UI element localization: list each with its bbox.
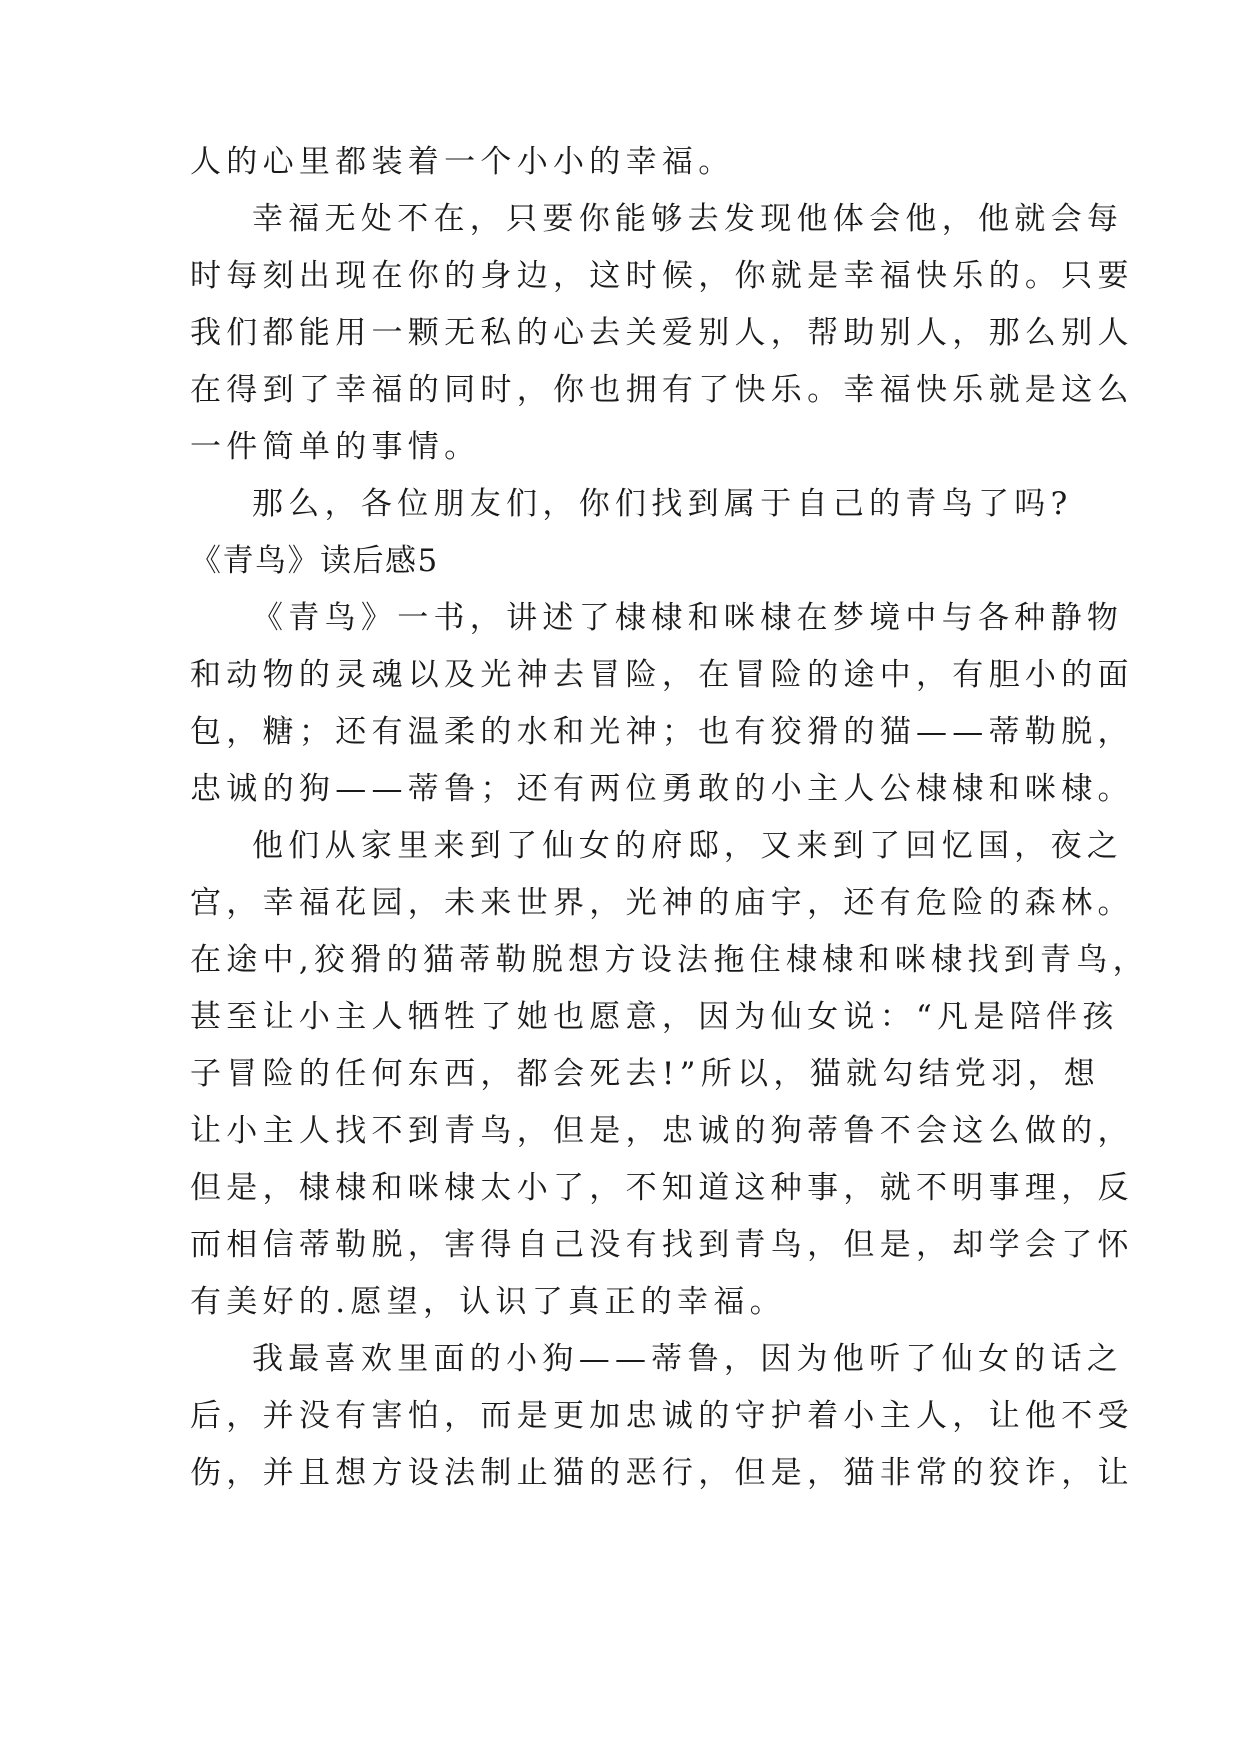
text-line: 有美好的.愿望，认识了真正的幸福。 xyxy=(190,1284,786,1320)
text-line: 我最喜欢里面的小狗——蒂鲁，因为他听了仙女的话之 xyxy=(252,1341,1124,1377)
text-line: 但是，棣棣和咪棣太小了，不知道这种事，就不明事理，反 xyxy=(190,1170,1134,1206)
text-line: 《青鸟》一书，讲述了棣棣和咪棣在梦境中与各种静物 xyxy=(252,600,1124,636)
text-line: 在途中,狡猾的猫蒂勒脱想方设法拖住棣棣和咪棣找到青鸟， xyxy=(190,942,1149,978)
text-line: 而相信蒂勒脱，害得自己没有找到青鸟，但是，却学会了怀 xyxy=(190,1227,1134,1263)
text-line: 宫，幸福花园，未来世界，光神的庙宇，还有危险的森林。 xyxy=(190,885,1134,921)
text-line: 包，糖；还有温柔的水和光神；也有狡猾的猫——蒂勒脱， xyxy=(190,714,1134,750)
text-line: 在得到了幸福的同时，你也拥有了快乐。幸福快乐就是这么 xyxy=(190,372,1134,408)
text-line: 伤，并且想方设法制止猫的恶行，但是，猫非常的狡诈，让 xyxy=(190,1455,1134,1491)
text-line: 后，并没有害怕，而是更加忠诚的守护着小主人，让他不受 xyxy=(190,1398,1134,1434)
section-heading: 《青鸟》读后感5 xyxy=(190,543,439,579)
text-line: 人的心里都装着一个小小的幸福。 xyxy=(190,144,735,180)
text-line: 我们都能用一颗无私的心去关爱别人，帮助别人，那么别人 xyxy=(190,315,1134,351)
text-line: 他们从家里来到了仙女的府邸，又来到了回忆国，夜之 xyxy=(252,828,1124,864)
text-line: 幸福无处不在，只要你能够去发现他体会他，他就会每 xyxy=(252,201,1124,237)
text-line: 和动物的灵魂以及光神去冒险，在冒险的途中，有胆小的面 xyxy=(190,657,1134,693)
text-line: 甚至让小主人牺牲了她也愿意，因为仙女说：“凡是陪伴孩 xyxy=(190,999,1119,1035)
text-line: 时每刻出现在你的身边，这时候，你就是幸福快乐的。只要 xyxy=(190,258,1134,294)
text-line: 那么，各位朋友们，你们找到属于自己的青鸟了吗? xyxy=(252,486,1073,522)
text-line: 忠诚的狗——蒂鲁；还有两位勇敢的小主人公棣棣和咪棣。 xyxy=(190,771,1134,807)
text-line: 子冒险的任何东西，都会死去!”所以，猫就勾结党羽，想 xyxy=(190,1056,1101,1092)
text-line: 让小主人找不到青鸟，但是，忠诚的狗蒂鲁不会这么做的， xyxy=(190,1113,1134,1149)
text-line: 一件简单的事情。 xyxy=(190,429,481,465)
